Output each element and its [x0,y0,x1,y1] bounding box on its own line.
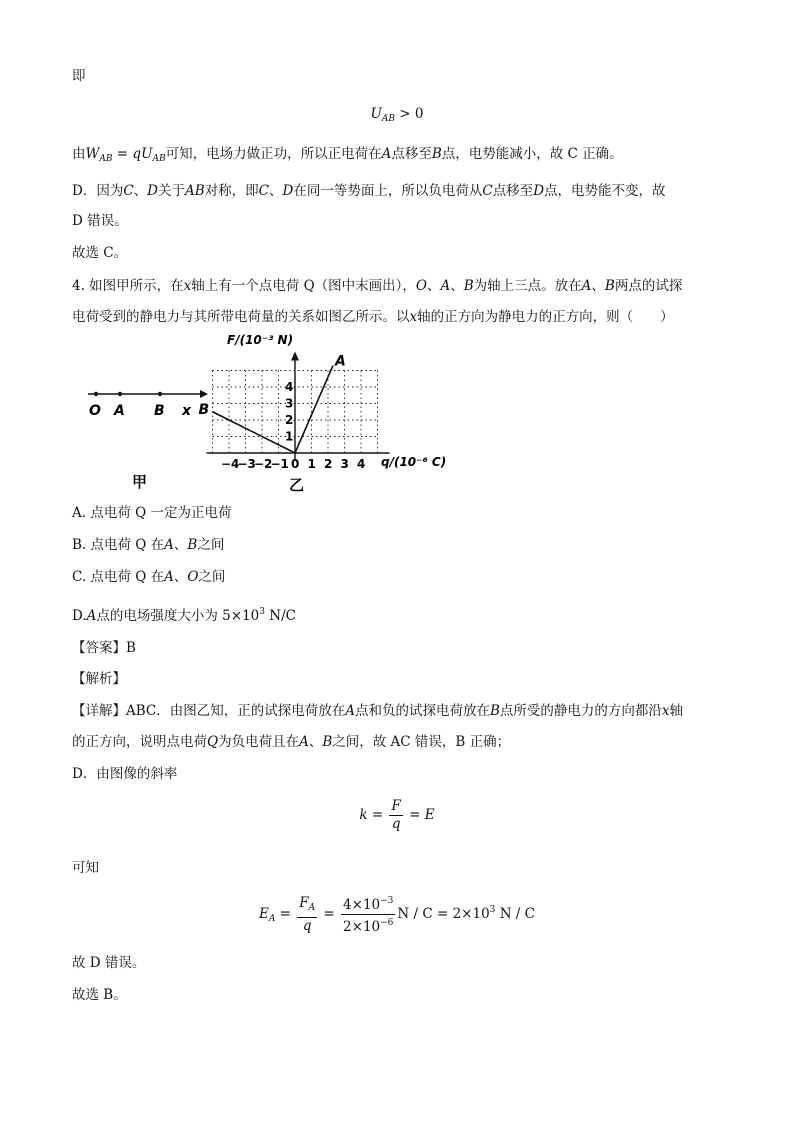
symbol: B [322,734,333,750]
text: = [275,906,296,922]
text: > 0 [395,106,424,122]
option-b[interactable] [72,535,224,555]
text: 由 [72,146,86,162]
x-tick-label: 0 [291,457,300,471]
x-tick-label: −1 [270,457,289,471]
superscript: 3 [259,607,265,617]
symbol: O [415,278,427,294]
text: 、 [308,734,323,750]
detail-line-2 [72,732,510,752]
text: 点，电势能减小，故 C 正确。 [441,146,623,162]
subscript: AB [99,154,113,164]
text: 关于 [158,183,185,199]
figure-jia [80,375,210,495]
text: 、 [450,278,464,294]
text: = [319,906,340,922]
text: 点移至 [391,146,432,162]
text: 之间 [198,569,226,585]
text: N / C = 2×10 [397,906,490,922]
subscript: AB [381,114,396,124]
point-B [158,392,162,396]
symbol: F [299,894,309,911]
symbol: A [345,703,355,719]
x-tick-label: −2 [254,457,273,471]
series-line-A [295,366,333,453]
symbol: W [85,146,100,162]
y-tick-label: 2 [285,413,294,427]
symbol: = q [112,146,142,162]
label-B: B [154,403,165,419]
symbol: B [490,703,500,719]
numerator: F [391,798,401,814]
text: 点移至 [492,183,534,199]
fraction [297,895,317,935]
x-tick-label: 2 [324,457,333,471]
text: 【解析】 [72,671,126,687]
symbol: O [187,569,199,585]
text-line [72,858,99,878]
text: 、 [173,569,188,585]
text: 4×10 [343,897,381,913]
symbol: A [581,278,592,294]
text-line [72,144,623,169]
text: B. 点电荷 Q 在 [72,537,165,553]
text: N/C [265,608,296,624]
fraction [341,893,395,936]
symbol: E [424,807,435,823]
text: 故 D 错误。 [72,955,146,971]
symbol: C [258,183,270,199]
denominator [341,915,395,936]
text-line [72,211,128,231]
text: 两点的试探 [614,278,683,294]
equation-slope [0,798,794,833]
subscript: A [268,914,276,924]
detail-line-1 [72,701,683,721]
symbol: B [187,537,198,553]
text: 之间 [197,537,225,553]
x-tick-label: 4 [357,457,366,471]
text-line [72,764,177,784]
text: 电荷受到的静电力与其所带电荷量的关系如图乙所示。以 [72,309,410,325]
symbol: B [463,278,474,294]
question-4-stem-line2 [72,307,674,327]
subscript: A [308,902,316,913]
symbol: D [533,183,545,199]
analysis-heading [72,669,126,689]
y-tick-label: 3 [285,396,294,411]
x-axis-label: q/(10⁻⁶ C) [381,455,447,469]
x-tick-label: 3 [340,457,349,471]
text: 2×10 [343,919,381,935]
text-line [72,243,127,263]
text-line [72,66,86,86]
text: 故选 C。 [72,245,128,261]
series-line-B [213,412,296,453]
text: 为负电荷且在 [218,734,300,750]
symbol: x [183,278,192,294]
text: D．由图像的斜率 [72,766,178,782]
symbol: A [164,537,174,553]
caption-yi: 乙 [289,476,305,494]
fraction [389,798,402,833]
text: D．因为 [72,183,124,199]
text: C. 点电荷 Q 在 [72,569,165,585]
text: 轴 [669,703,684,719]
text: A. 点电荷 Q 一定为正电荷 [72,505,232,521]
symbol: x [661,703,670,719]
equation-uab [0,104,794,129]
symbol: A [440,278,451,294]
option-c[interactable] [72,567,225,587]
symbol: k [359,807,368,823]
text-line [72,953,145,973]
text: 点和负的试探电荷放在 [355,703,490,719]
text: N / C [495,906,535,922]
text: D 错误。 [72,213,128,229]
superscript: 3 [489,905,496,915]
y-axis-label: F/(10⁻³ N) [227,333,294,347]
symbol: D [147,183,158,199]
text: 的正方向，说明点电荷 [72,734,207,750]
question-4-stem [72,276,682,296]
figure-yi-chart [195,330,455,495]
text: 4. 如图甲所示，在 [72,278,184,294]
superscript: −6 [380,918,394,928]
option-d[interactable] [72,602,296,626]
text: D. [72,608,87,624]
superscript: −3 [380,896,394,906]
text: 之间，故 AC 错误，B 正确； [332,734,511,750]
text: 【答案】B [72,640,136,656]
x-tick-label: −3 [237,457,256,471]
text: 、 [133,183,148,199]
text: 即 [72,68,86,84]
text: 点所受的静电力的方向都沿 [499,703,662,719]
symbol: C [482,183,493,199]
point-O [94,392,98,396]
caption-jia: 甲 [132,473,148,491]
text: 、 [173,537,188,553]
label-x: x [182,403,192,419]
y-axis-arrow-icon [291,352,299,361]
text: = [404,807,425,823]
symbol: A [164,569,174,585]
symbol: B [604,278,615,294]
symbol: U [370,106,382,122]
label-A: A [114,403,125,419]
y-tick-label: 1 [285,429,294,444]
symbol: A [299,734,309,750]
symbol: A [86,608,97,624]
series-label-A: A [334,353,346,370]
symbol: E [259,906,269,922]
y-tick-label: 4 [285,380,294,394]
x-tick-label: 1 [307,457,316,471]
text: 在同一等势面上，所以负电荷从 [293,183,483,199]
text: 、 [591,278,605,294]
text: 为轴上三点。放在 [473,278,582,294]
series-label-B: B [198,401,210,418]
symbol: U [141,146,153,162]
symbol: AB [185,183,205,199]
text: 、 [426,278,441,294]
text-line [72,181,666,201]
subscript: AB [152,154,166,164]
symbol: B [431,146,442,162]
text: 、 [269,183,283,199]
option-a[interactable] [72,503,231,523]
symbol: A [381,146,392,162]
text: 【详解】ABC．由图乙知，正的试探电荷放在 [72,703,346,719]
denominator: q [302,917,312,934]
point-A [118,392,122,396]
text-line [72,985,127,1005]
symbol: x [409,309,418,325]
numerator [341,893,395,915]
denominator: q [391,816,401,832]
text: 可知，电场力做正功，所以正电荷在 [165,146,382,162]
answer-line [72,638,136,658]
text: = [367,807,388,823]
text: 点，电势能不变，故 [544,183,666,199]
text: 可知 [72,860,99,876]
chart-ticks [221,380,365,471]
equation-ea [0,893,794,936]
numerator [297,895,317,918]
text: 故选 B。 [72,987,127,1003]
label-O: O [89,403,101,419]
text: 轴上有一个点电荷 Q（图中末画出）， [191,278,416,294]
text: 对称，即 [204,183,259,199]
text: 点的电场强度大小为 5×10 [96,608,260,624]
symbol: C [123,183,134,199]
x-tick-label: −4 [221,457,240,471]
symbol: Q [207,734,219,750]
text: 轴的正方向为静电力的正方向，则（ ） [417,309,674,325]
symbol: D [282,183,294,199]
